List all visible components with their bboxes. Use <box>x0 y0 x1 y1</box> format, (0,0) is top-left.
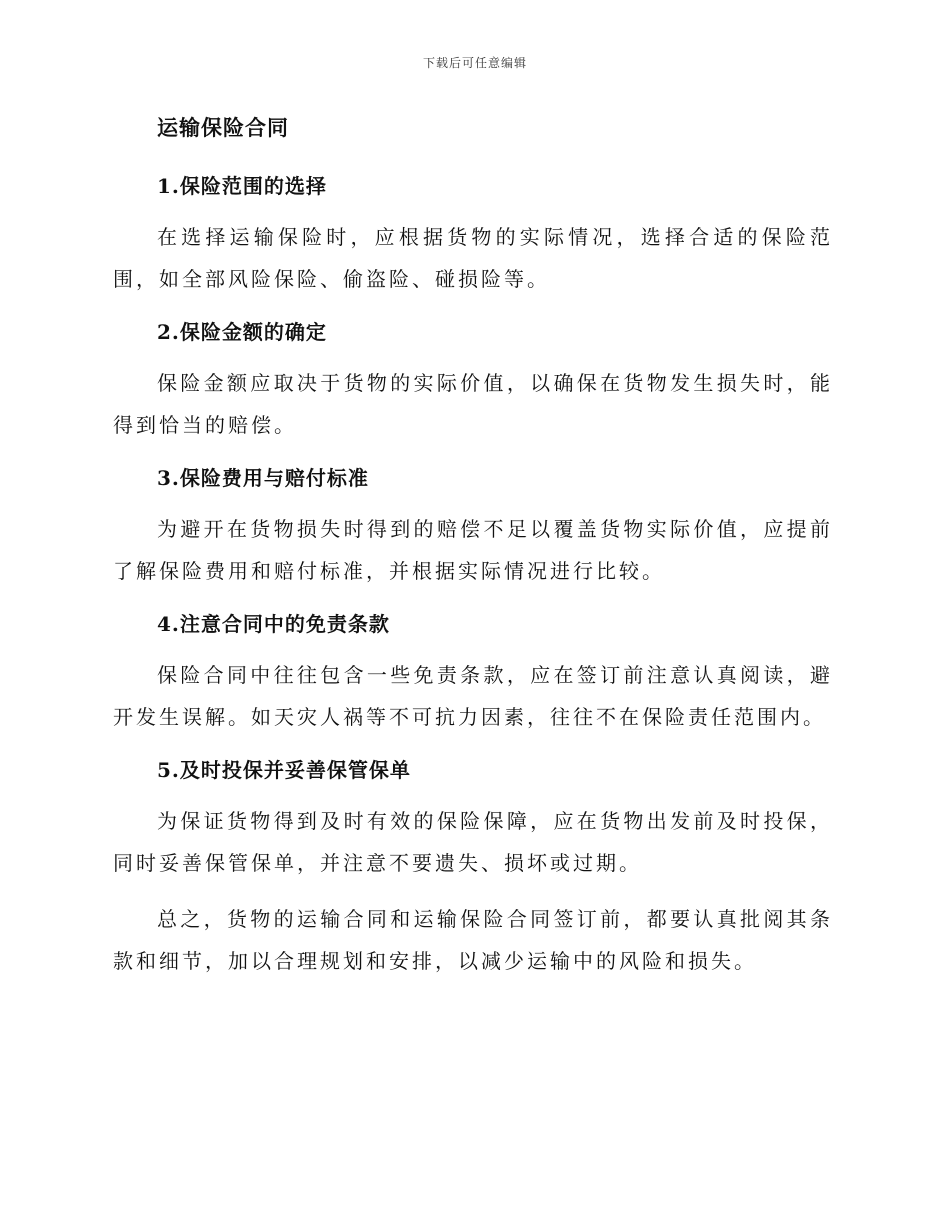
section-paragraph-2: 保险金额应取决于货物的实际价值，以确保在货物发生损失时，能得到恰当的赔偿。 <box>113 371 833 437</box>
section-heading-2: 2.保险金额的确定 <box>157 320 327 344</box>
document-title: 运输保险合同 <box>157 115 289 140</box>
document-content <box>113 108 833 996</box>
conclusion-paragraph: 总之，货物的运输合同和运输保险合同签订前，都要认真批阅其条款和细节，加以合理规划和安排，以减少运输中的风险和损失。 <box>113 907 833 973</box>
section-heading-1: 1.保险范围的选择 <box>157 174 327 198</box>
section-heading-4: 4.注意合同中的免责条款 <box>157 612 390 636</box>
section-paragraph-3: 为避开在货物损失时得到的赔偿不足以覆盖货物实际价值，应提前了解保险费用和赔付标准，并根据实际情况进行比较。 <box>113 517 833 583</box>
header-note: 下载后可任意编辑 <box>422 56 527 70</box>
section-paragraph-1: 在选择运输保险时，应根据货物的实际情况，选择合适的保险范围，如全部风险保险、偷盗险、碰损险等。 <box>113 225 833 291</box>
section-paragraph-4: 保险合同中往往包含一些免责条款，应在签订前注意认真阅读，避开发生误解。如天灾人祸等不可抗力因素，往往不在保险责任范围内。 <box>113 663 833 729</box>
section-paragraph-5: 为保证货物得到及时有效的保险保障，应在货物出发前及时投保，同时妥善保管保单，并注意不要遗失、损坏或过期。 <box>113 809 833 875</box>
section-heading-5: 5.及时投保并妥善保管保单 <box>157 758 411 782</box>
section-heading-3: 3.保险费用与赔付标准 <box>157 466 369 490</box>
